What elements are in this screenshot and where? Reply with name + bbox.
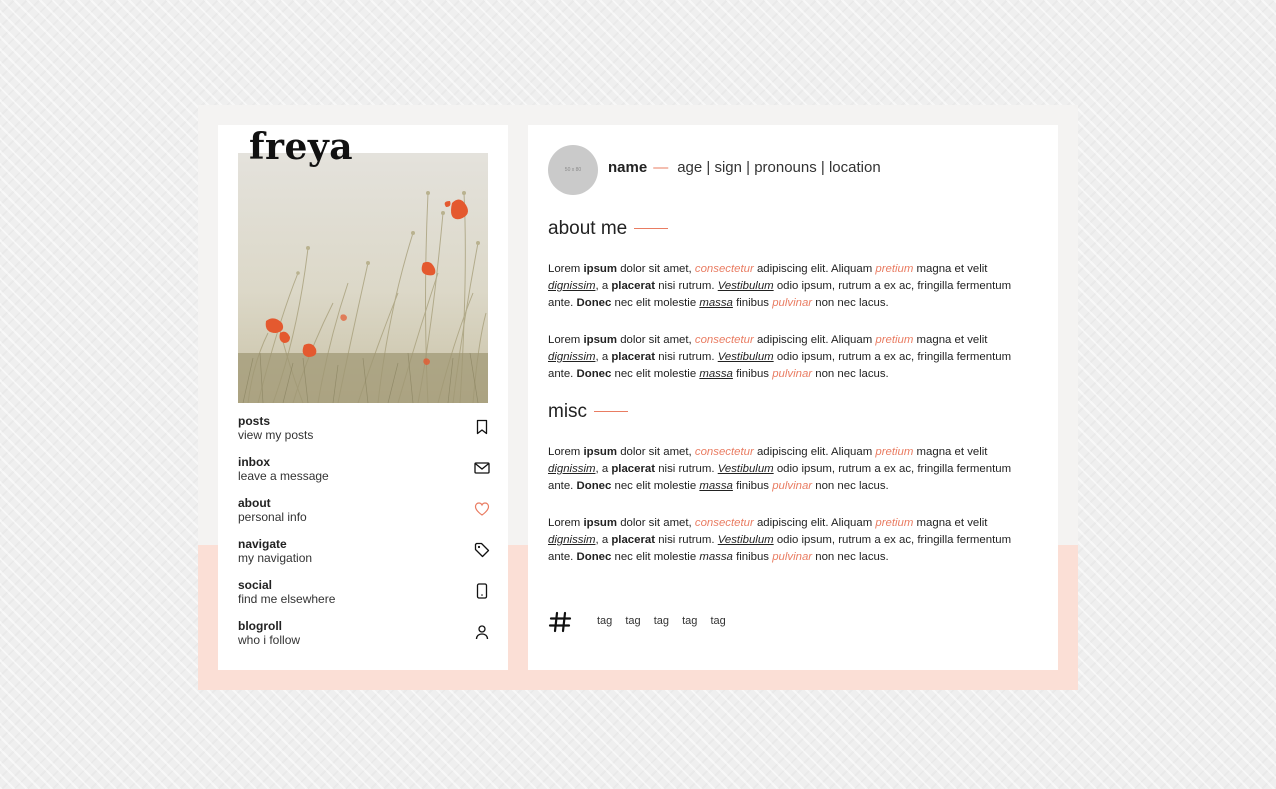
nav-item-subtitle: who i follow [238, 633, 301, 647]
theme-frame [198, 105, 1078, 690]
phone-icon[interactable] [474, 583, 490, 599]
nav-item-title: posts [238, 414, 271, 428]
nav-item-blogroll[interactable] [238, 619, 490, 660]
sidebar-card [218, 125, 508, 670]
nav-item-subtitle: leave a message [238, 469, 329, 483]
sidebar-photo [238, 153, 488, 403]
nav-item-title: about [238, 496, 271, 510]
avatar-placeholder-text: 50 x 80 [564, 167, 582, 173]
mail-icon[interactable] [474, 460, 490, 476]
nav-item-subtitle: my navigation [238, 551, 313, 565]
poppy-field-image [238, 153, 488, 403]
blog-logo[interactable]: freya [249, 126, 354, 168]
profile-separator: — [653, 159, 669, 176]
nav-item-about[interactable] [238, 496, 490, 537]
tag-link[interactable]: tag [653, 615, 670, 627]
nav-item-subtitle: view my posts [238, 428, 314, 442]
nav-item-title: blogroll [238, 619, 282, 633]
nav-item-inbox[interactable] [238, 455, 490, 496]
tag-link[interactable]: tag [682, 615, 698, 627]
section-title-misc: misc [548, 401, 628, 423]
paragraph: Lorem ipsum dolor sit amet, consectetur adipiscing elit. Aliquam pretium magna et velit dignissim, a placerat nisi rutrum. Vestibulum odio ipsum, rutrum a ex ac, fringilla fermentum ante. Donec nec elit molestie massa finibus pulvinar non nec lacus. [548, 334, 1012, 380]
bookmark-icon[interactable] [474, 419, 490, 435]
nav-item-social[interactable] [238, 578, 490, 619]
heart-icon[interactable] [474, 501, 490, 517]
nav-item-navigate[interactable] [238, 537, 490, 578]
paragraph: Lorem ipsum dolor sit amet, consectetur adipiscing elit. Aliquam pretium magna et velit dignissim, a placerat nisi rutrum. Vestibulum odio ipsum, rutrum a ex ac, fringilla fermentum ante. Donec nec elit molestie massa finibus pulvinar non nec lacus. [548, 263, 1012, 309]
profile-name: name [608, 159, 648, 176]
user-icon[interactable] [474, 624, 490, 640]
nav-item-title: navigate [238, 537, 287, 551]
hash-icon [548, 610, 572, 634]
paragraph: Lorem ipsum dolor sit amet, consectetur adipiscing elit. Aliquam pretium magna et velit dignissim, a placerat nisi rutrum. Vestibulum odio ipsum, rutrum a ex ac, fringilla fermentum ante. Donec nec elit molestie massa finibus pulvinar non nec lacus. [548, 446, 1012, 492]
tag-link[interactable]: tag [625, 615, 641, 627]
nav-item-posts[interactable] [238, 414, 490, 455]
profile-header [608, 159, 881, 176]
paragraph: Lorem ipsum dolor sit amet, consectetur adipiscing elit. Aliquam pretium magna et velit dignissim, a placerat nisi rutrum. Vestibulum odio ipsum, rutrum a ex ac, fringilla fermentum ante. Donec nec elit molestie massa finibus pulvinar non nec lacus. [548, 517, 1012, 563]
nav-item-subtitle: personal info [238, 510, 307, 524]
content-card [528, 125, 1058, 670]
profile-meta: age | sign | pronouns | location [677, 159, 881, 176]
nav-item-title: inbox [238, 455, 270, 469]
nav-item-title: social [238, 578, 273, 592]
sidebar-nav [238, 414, 490, 660]
nav-item-subtitle: find me elsewhere [238, 592, 336, 606]
avatar [548, 145, 598, 195]
tag-icon[interactable] [474, 542, 490, 558]
section-title-about-me: about me [548, 218, 668, 240]
tag-link[interactable]: tag [597, 615, 613, 627]
tag-link[interactable]: tag [710, 615, 726, 627]
tag-list [597, 615, 736, 627]
